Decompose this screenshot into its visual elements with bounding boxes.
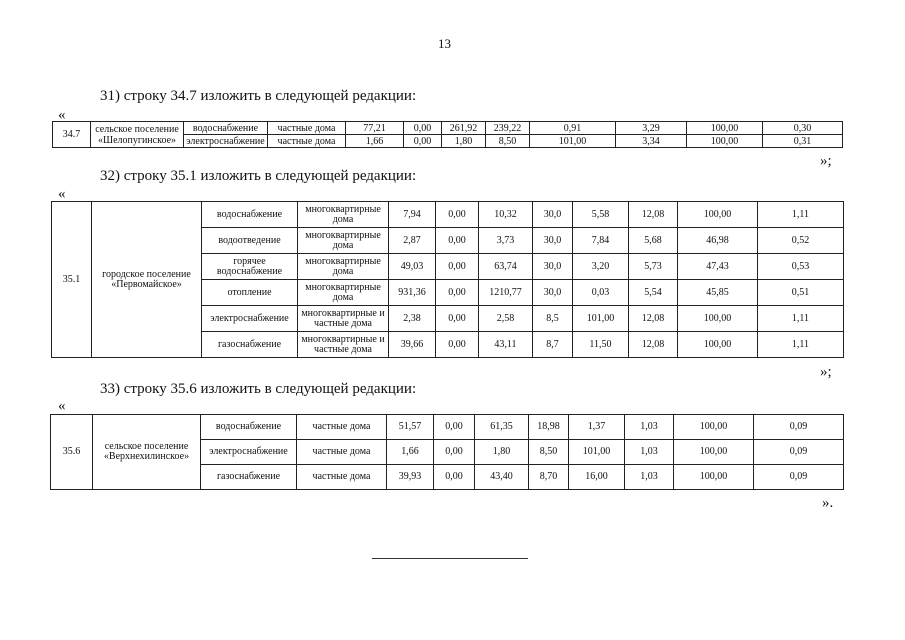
service-cell: газоснабжение [201,465,297,490]
value-cell: 931,36 [389,280,436,306]
value-cell: 51,57 [387,415,434,440]
value-cell: 8,5 [533,306,573,332]
value-cell: 0,00 [436,306,479,332]
footer-divider [372,558,528,559]
value-cell: 0,00 [436,280,479,306]
value-cell: 43,40 [475,465,529,490]
consumer-cell: частные дома [268,122,346,135]
value-cell: 1,37 [569,415,625,440]
service-cell: водоснабжение [201,415,297,440]
section-31-close-quote: »; [820,153,832,169]
value-cell: 1,11 [758,332,844,358]
value-cell: 18,98 [529,415,569,440]
value-cell: 61,35 [475,415,529,440]
value-cell: 2,38 [389,306,436,332]
settlement-cell: сельское поселение «Шелопугинское» [91,122,184,148]
value-cell: 7,94 [389,202,436,228]
value-cell: 239,22 [486,122,530,135]
service-cell: водоснабжение [184,122,268,135]
value-cell: 5,68 [629,228,678,254]
value-cell: 45,85 [678,280,758,306]
value-cell: 0,09 [754,415,844,440]
value-cell: 0,03 [573,280,629,306]
value-cell: 100,00 [674,465,754,490]
value-cell: 0,00 [434,440,475,465]
value-cell: 43,11 [479,332,533,358]
section-33-close-quote: ». [822,495,834,511]
consumer-cell: многоквартирные дома [298,202,389,228]
value-cell: 0,00 [436,332,479,358]
row-id-cell: 34.7 [53,122,91,148]
value-cell: 0,09 [754,465,844,490]
consumer-cell: частные дома [268,135,346,148]
value-cell: 11,50 [573,332,629,358]
section-32-table [51,201,844,358]
consumer-cell: многоквартирные дома [298,228,389,254]
value-cell: 3,73 [479,228,533,254]
value-cell: 1210,77 [479,280,533,306]
value-cell: 63,74 [479,254,533,280]
consumer-cell: частные дома [297,465,387,490]
value-cell: 2,58 [479,306,533,332]
row-id-cell: 35.1 [52,202,92,358]
service-cell: газоснабжение [202,332,298,358]
value-cell: 100,00 [678,332,758,358]
value-cell: 30,0 [533,254,573,280]
value-cell: 100,00 [674,440,754,465]
section-32-heading: 32) строку 35.1 изложить в следующей редакции: [100,168,417,184]
consumer-cell: многоквартирные дома [298,254,389,280]
value-cell: 1,11 [758,306,844,332]
service-cell: электроснабжение [184,135,268,148]
value-cell: 0,30 [763,122,843,135]
service-cell: электроснабжение [201,440,297,465]
value-cell: 39,66 [389,332,436,358]
value-cell: 101,00 [569,440,625,465]
value-cell: 100,00 [678,202,758,228]
value-cell: 261,92 [442,122,486,135]
value-cell: 12,08 [629,202,678,228]
value-cell: 30,0 [533,280,573,306]
value-cell: 3,20 [573,254,629,280]
settlement-cell: городское поселение «Первомайское» [92,202,202,358]
value-cell: 100,00 [687,122,763,135]
page-number: 13 [438,36,451,51]
value-cell: 0,00 [434,415,475,440]
value-cell: 1,66 [346,135,404,148]
value-cell: 0,09 [754,440,844,465]
value-cell: 0,52 [758,228,844,254]
value-cell: 10,32 [479,202,533,228]
service-cell: электроснабжение [202,306,298,332]
value-cell: 0,00 [436,254,479,280]
value-cell: 8,70 [529,465,569,490]
value-cell: 3,34 [616,135,687,148]
value-cell: 47,43 [678,254,758,280]
table-row [52,202,844,228]
row-id-cell: 35.6 [51,415,93,490]
consumer-cell: многоквартирные и частные дома [298,332,389,358]
section-33-table [50,414,844,490]
value-cell: 0,00 [404,122,442,135]
value-cell: 8,7 [533,332,573,358]
section-33-open-quote: « [58,398,66,414]
service-cell: водоснабжение [202,202,298,228]
value-cell: 49,03 [389,254,436,280]
value-cell: 0,00 [436,228,479,254]
value-cell: 1,03 [625,465,674,490]
consumer-cell: многоквартирные дома [298,280,389,306]
value-cell: 30,0 [533,228,573,254]
value-cell: 5,73 [629,254,678,280]
value-cell: 0,53 [758,254,844,280]
value-cell: 1,66 [387,440,434,465]
value-cell: 8,50 [486,135,530,148]
settlement-cell: сельское поселение «Верхнехилинское» [93,415,201,490]
value-cell: 16,00 [569,465,625,490]
value-cell: 12,08 [629,306,678,332]
section-31-heading: 31) строку 34.7 изложить в следующей редакции: [100,88,417,104]
section-32-close-quote: »; [820,364,832,380]
value-cell: 77,21 [346,122,404,135]
section-31-open-quote: « [58,107,66,123]
value-cell: 100,00 [687,135,763,148]
value-cell: 0,00 [434,465,475,490]
value-cell: 0,51 [758,280,844,306]
service-cell: горячее водоснабжение [202,254,298,280]
consumer-cell: многоквартирные и частные дома [298,306,389,332]
value-cell: 0,31 [763,135,843,148]
value-cell: 39,93 [387,465,434,490]
value-cell: 12,08 [629,332,678,358]
table-row [53,122,843,135]
value-cell: 8,50 [529,440,569,465]
section-33-heading: 33) строку 35.6 изложить в следующей редакции: [100,381,417,397]
table-row [51,415,844,440]
value-cell: 0,00 [404,135,442,148]
value-cell: 5,58 [573,202,629,228]
value-cell: 1,03 [625,440,674,465]
value-cell: 5,54 [629,280,678,306]
value-cell: 100,00 [674,415,754,440]
value-cell: 101,00 [530,135,616,148]
value-cell: 1,11 [758,202,844,228]
service-cell: отопление [202,280,298,306]
value-cell: 0,00 [436,202,479,228]
value-cell: 101,00 [573,306,629,332]
section-32-open-quote: « [58,186,66,202]
section-31-table [52,121,843,148]
service-cell: водоотведение [202,228,298,254]
value-cell: 1,80 [442,135,486,148]
value-cell: 1,80 [475,440,529,465]
value-cell: 46,98 [678,228,758,254]
value-cell: 3,29 [616,122,687,135]
consumer-cell: частные дома [297,415,387,440]
consumer-cell: частные дома [297,440,387,465]
value-cell: 7,84 [573,228,629,254]
value-cell: 100,00 [678,306,758,332]
value-cell: 1,03 [625,415,674,440]
value-cell: 0,91 [530,122,616,135]
value-cell: 2,87 [389,228,436,254]
value-cell: 30,0 [533,202,573,228]
